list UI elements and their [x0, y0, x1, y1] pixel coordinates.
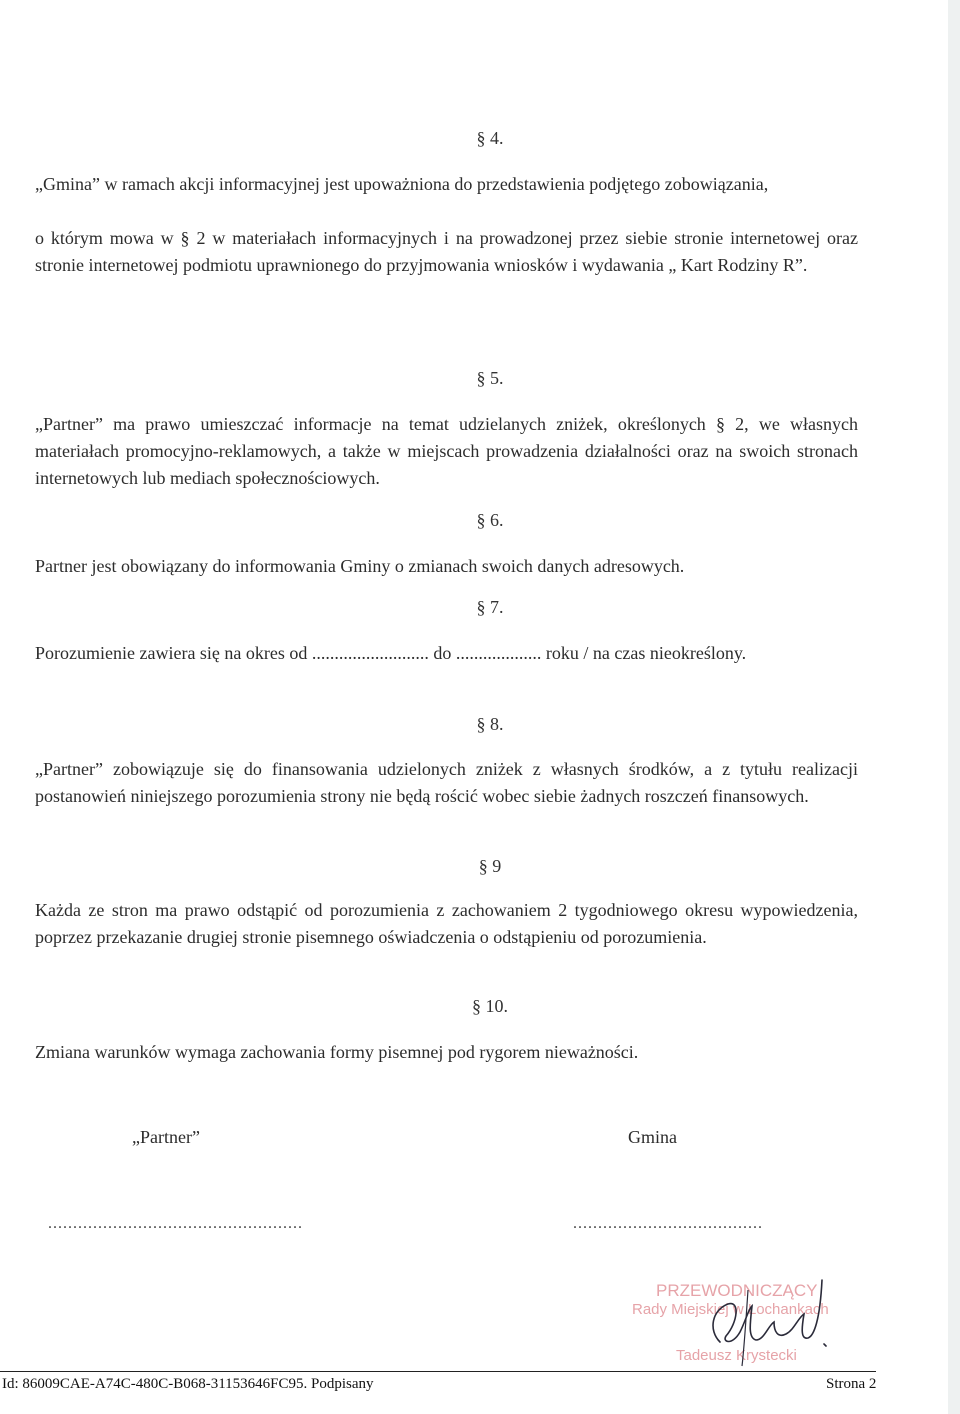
- footer-page-number: Strona 2: [826, 1376, 877, 1392]
- section-5-paragraph: „Partner” ma prawo umieszczać informacje na temat udzielanych zniżek, określonych § 2, we własnych materiałach promocyjno-reklamowych, a także w miejscach prowadzenia działalności oraz na swoich stronach internetowych lub mediach społecznościowych.: [35, 414, 858, 488]
- section-7-heading: § 7.: [476, 597, 504, 617]
- section-8-heading: § 8.: [476, 714, 504, 734]
- signature-label-partner: „Partner”: [132, 1127, 200, 1147]
- footer-rule: [0, 1371, 876, 1372]
- section-4-paragraph-2: o którym mowa w § 2 w materiałach informacyjnych i na prowadzonej przez siebie stronie internetowej oraz stronie internetowej podmiotu uprawnionego do przyjmowania wniosków i wydawania „ Kart Rodziny R”.: [35, 228, 858, 275]
- stamp-title: PRZEWODNICZĄCY: [656, 1281, 818, 1300]
- stamp-council: Rady Miejskiej w Łochankach: [632, 1301, 829, 1318]
- signature-label-gmina: Gmina: [628, 1127, 677, 1147]
- section-10-heading: § 10.: [472, 996, 508, 1016]
- section-9-heading: § 9: [478, 856, 502, 876]
- official-stamp: [628, 1270, 868, 1370]
- section-6-paragraph: Partner jest obowiązany do informowania Gminy o zmianach swoich danych adresowych.: [35, 556, 685, 576]
- section-7-paragraph: Porozumienie zawiera się na okres od .......................... do ................... roku / na czas nieokreślony.: [35, 643, 747, 663]
- section-6-heading: § 6.: [476, 510, 504, 530]
- signature-line-gmina: ......................................: [573, 1215, 763, 1232]
- section-5-heading: § 5.: [476, 368, 504, 388]
- stamp-name: Tadeusz Krystecki: [676, 1347, 797, 1364]
- section-4-heading: § 4.: [476, 128, 504, 148]
- section-10-paragraph: Zmiana warunków wymaga zachowania formy pisemnej pod rygorem nieważności.: [35, 1042, 639, 1062]
- page-edge-shadow: [948, 0, 960, 1414]
- footer-document-id: Id: 86009CAE-A74C-480C-B068-31153646FC95. Podpisany: [2, 1376, 374, 1392]
- signature-line-partner: ...................................................: [48, 1215, 303, 1232]
- section-9-paragraph: Każda ze stron ma prawo odstąpić od porozumienia z zachowaniem 2 tygodniowego okresu wypowiedzenia, poprzez przekazanie drugiej stronie pisemnego oświadczenia o odstąpieniu od porozumienia.: [35, 900, 858, 947]
- section-8-paragraph: „Partner” zobowiązuje się do finansowania udzielonych zniżek z własnych środków, a z tytułu realizacji postanowień niniejszego porozumienia strony nie będą rościć wobec siebie żadnych roszczeń finansowych.: [35, 759, 858, 806]
- section-4-paragraph-1: „Gmina” w ramach akcji informacyjnej jest upoważniona do przedstawienia podjętego zobowiązania,: [35, 174, 769, 194]
